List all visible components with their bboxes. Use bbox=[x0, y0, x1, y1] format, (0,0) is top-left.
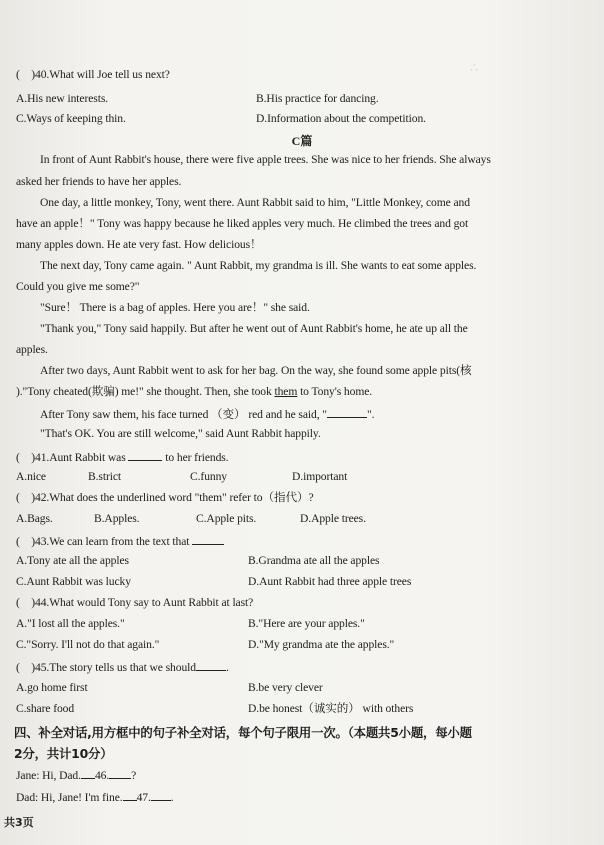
q45-option-d[interactable]: D.be honest（诚实的） with others bbox=[248, 702, 414, 715]
q44-option-b[interactable]: B."Here are your apples." bbox=[248, 617, 365, 630]
passage-p2-line1: One day, a little monkey, Tony, went there. Aunt Rabbit said to him, "Little Monkey, come and bbox=[40, 196, 470, 209]
q41-prompt bbox=[16, 449, 228, 465]
q43-options-row2 bbox=[16, 575, 412, 589]
page-footer: 共3页 bbox=[4, 816, 34, 829]
passage-p3-line2: Could you give me some?" bbox=[16, 280, 140, 293]
q41-option-b[interactable]: B.strict bbox=[88, 470, 122, 483]
q41-prompt-post: to her friends. bbox=[165, 451, 229, 464]
q44-option-c[interactable]: C."Sorry. I'll not do that again." bbox=[16, 638, 160, 651]
passage-p7-text-post: ". bbox=[366, 408, 375, 421]
q45-option-b[interactable]: B.be very clever bbox=[248, 681, 323, 694]
passage-p4: "Sure！ There is a bag of apples. Here you are！" she said. bbox=[40, 301, 310, 314]
q42-option-d[interactable]: D.Apple trees. bbox=[300, 512, 366, 525]
dialogue-l1-pre: Jane: Hi, Dad. bbox=[16, 769, 81, 782]
q40-option-d[interactable]: D.Information about the competition. bbox=[256, 112, 426, 125]
dialogue-line2 bbox=[16, 789, 174, 805]
passage-p6-text-post: to Tony's home. bbox=[297, 385, 373, 398]
passage-p1-line2: asked her friends to have her apples. bbox=[16, 175, 182, 188]
passage-p3-line1: The next day, Tony came again. " Aunt Rabbit, my grandma is ill. She wants to eat some apples. bbox=[40, 259, 477, 272]
q44-option-a[interactable]: A."I lost all the apples." bbox=[16, 617, 125, 630]
q40-option-c[interactable]: C.Ways of keeping thin. bbox=[16, 112, 126, 125]
dialogue-blank-47a[interactable] bbox=[123, 789, 137, 801]
dialogue-l2-pre: Dad: Hi, Jane! I'm fine. bbox=[16, 791, 123, 804]
q40-option-b[interactable]: B.His practice for dancing. bbox=[256, 92, 379, 105]
q44-options-row1 bbox=[16, 617, 365, 631]
q42-options bbox=[16, 512, 366, 526]
dialogue-l1-post: ? bbox=[131, 769, 137, 782]
dialogue-l1-num: 46. bbox=[94, 769, 110, 782]
q42-option-b[interactable]: B.Apples. bbox=[94, 512, 140, 525]
passage-p6-line1: After two days, Aunt Rabbit went to ask for her bag. On the way, she found some apple pits(核 bbox=[40, 364, 472, 377]
passage-p5-line2: apples. bbox=[16, 343, 48, 356]
dialogue-blank-46b[interactable] bbox=[109, 767, 131, 779]
q41-option-a[interactable]: A.nice bbox=[16, 470, 46, 483]
q41-options bbox=[16, 470, 348, 484]
dialogue-l2-post: . bbox=[170, 791, 174, 804]
q45-blank[interactable] bbox=[196, 659, 226, 671]
q44-prompt: ( )44.What would Tony say to Aunt Rabbit at last? bbox=[16, 596, 254, 609]
q41-option-d[interactable]: D.important bbox=[292, 470, 348, 483]
section4-title-line2: 2分，共计10分） bbox=[14, 746, 113, 761]
section4-title-line1: 四、补全对话,用方框中的句子补全对话，每个句子限用一次。（本题共5小题，每小题 bbox=[14, 725, 472, 740]
passage-p5-line1: "Thank you," Tony said happily. But after he went out of Aunt Rabbit's home, he ate up all the bbox=[40, 322, 468, 335]
q40-prompt: ( )40.What will Joe tell us next? bbox=[16, 68, 170, 81]
q43-option-a[interactable]: A.Tony ate all the apples bbox=[16, 554, 129, 567]
dialogue-blank-47b[interactable] bbox=[151, 789, 171, 801]
q44-options-row2 bbox=[16, 638, 395, 652]
passage-p8: "That's OK. You are still welcome," said Aunt Rabbit happily. bbox=[40, 427, 321, 440]
dialogue-l2-num: 47. bbox=[136, 791, 151, 804]
q43-prompt bbox=[16, 533, 224, 549]
passage-p6-text-pre: )."Tony cheated(欺骗) me!" she thought. Then, she took bbox=[16, 385, 275, 398]
underlined-word-them: them bbox=[274, 385, 298, 398]
q40-options-row2 bbox=[16, 112, 426, 126]
q43-options-row1 bbox=[16, 554, 380, 568]
dialogue-blank-46a[interactable] bbox=[81, 767, 95, 779]
q42-option-a[interactable]: A.Bags. bbox=[16, 512, 53, 525]
q41-prompt-pre: ( )41.Aunt Rabbit was bbox=[16, 451, 126, 464]
passage-heading: C篇 bbox=[291, 134, 313, 148]
passage-p2-line3: many apples down. He ate very fast. How delicious！ bbox=[16, 238, 262, 251]
dialogue-line1 bbox=[16, 767, 136, 783]
q40-option-a[interactable]: A.His new interests. bbox=[16, 92, 109, 105]
q40-options-row1 bbox=[16, 92, 379, 106]
q43-option-c[interactable]: C.Aunt Rabbit was lucky bbox=[16, 575, 131, 588]
q42-option-c[interactable]: C.Apple pits. bbox=[196, 512, 257, 525]
passage-p2-line2: have an apple！" Tony was happy because he liked apples very much. He climbed the trees and got bbox=[16, 217, 469, 230]
q43-prompt-pre: ( )43.We can learn from the text that bbox=[16, 535, 190, 548]
bleed-through-mark: ∴ bbox=[470, 60, 479, 75]
q45-options-row2 bbox=[16, 702, 414, 716]
q45-option-a[interactable]: A.go home first bbox=[16, 681, 88, 694]
passage-p6-line2 bbox=[16, 385, 372, 399]
q45-option-c[interactable]: C.share food bbox=[16, 702, 75, 715]
passage-p7-text-pre: After Tony saw them, his face turned （变） red and he said, " bbox=[40, 408, 327, 421]
q41-option-c[interactable]: C.funny bbox=[190, 470, 227, 483]
q41-blank[interactable] bbox=[128, 449, 162, 461]
passage-blank[interactable] bbox=[327, 406, 367, 418]
q43-blank[interactable] bbox=[192, 533, 224, 545]
passage-p1-line1: In front of Aunt Rabbit's house, there were five apple trees. She was nice to her friends. She always bbox=[40, 153, 491, 166]
q45-options-row1 bbox=[16, 681, 323, 695]
q43-option-b[interactable]: B.Grandma ate all the apples bbox=[248, 554, 380, 567]
q45-prompt bbox=[16, 659, 229, 675]
q42-prompt: ( )42.What does the underlined word "them" refer to（指代）? bbox=[16, 491, 314, 504]
q45-prompt-post: . bbox=[225, 661, 229, 674]
q45-prompt-pre: ( )45.The story tells us that we should bbox=[16, 661, 196, 674]
passage-p7 bbox=[40, 406, 374, 422]
q44-option-d[interactable]: D."My grandma ate the apples." bbox=[248, 638, 395, 651]
q43-option-d[interactable]: D.Aunt Rabbit had three apple trees bbox=[248, 575, 412, 588]
